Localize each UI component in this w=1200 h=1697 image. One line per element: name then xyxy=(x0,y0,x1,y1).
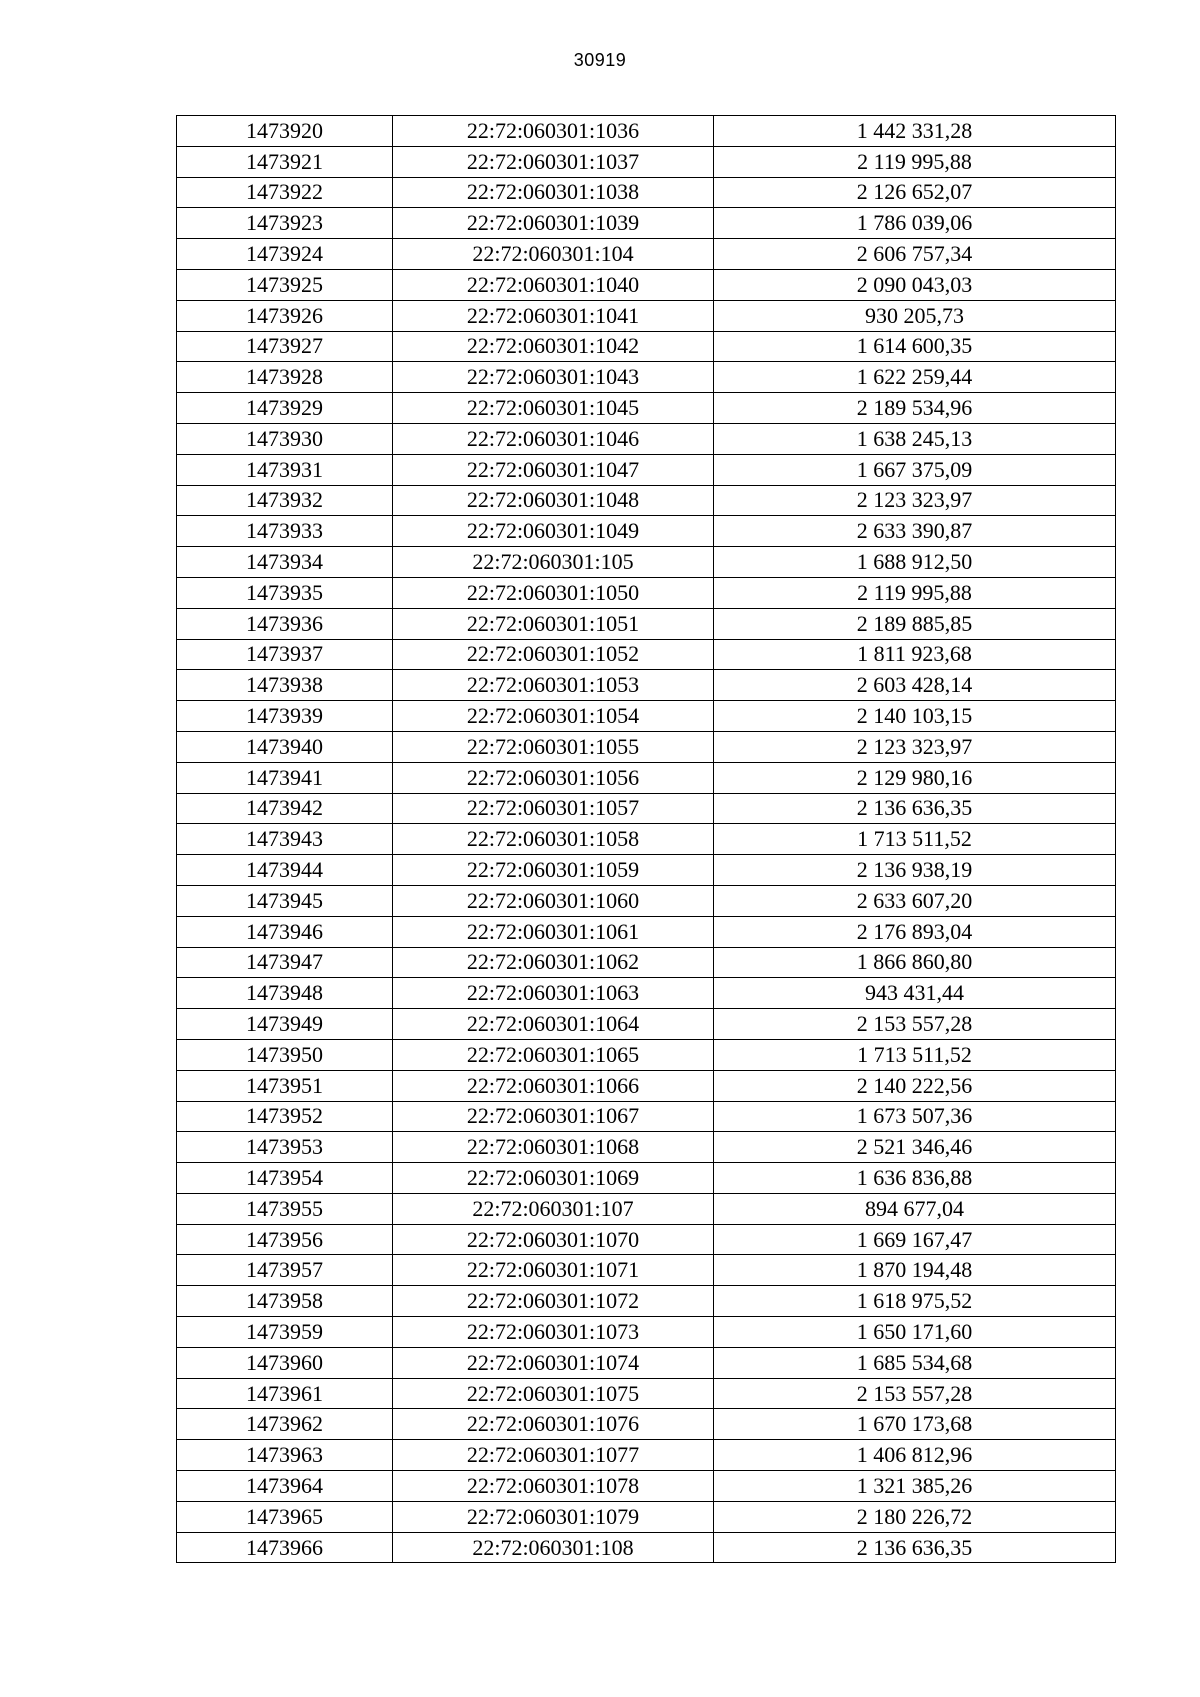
cadastral-number-cell: 22:72:060301:1072 xyxy=(393,1286,714,1317)
row-number-cell: 1473953 xyxy=(177,1132,393,1163)
row-number-cell: 1473948 xyxy=(177,978,393,1009)
cadastral-value-cell: 2 090 043,03 xyxy=(714,269,1116,300)
row-number-cell: 1473966 xyxy=(177,1532,393,1563)
row-number-cell: 1473964 xyxy=(177,1471,393,1502)
page-number: 30919 xyxy=(573,50,627,70)
row-number-cell: 1473946 xyxy=(177,916,393,947)
cadastral-value-cell: 1 786 039,06 xyxy=(714,208,1116,239)
cadastral-value-cell: 2 633 390,87 xyxy=(714,516,1116,547)
cadastral-number-cell: 22:72:060301:1056 xyxy=(393,762,714,793)
row-number-cell: 1473943 xyxy=(177,824,393,855)
cadastral-number-cell: 22:72:060301:1053 xyxy=(393,670,714,701)
row-number-cell: 1473949 xyxy=(177,1009,393,1040)
cadastral-value-cell: 1 321 385,26 xyxy=(714,1471,1116,1502)
cadastral-number-cell: 22:72:060301:1059 xyxy=(393,855,714,886)
table-row xyxy=(177,239,1116,270)
row-number-cell: 1473937 xyxy=(177,639,393,670)
row-number-cell: 1473957 xyxy=(177,1255,393,1286)
row-number-cell: 1473924 xyxy=(177,239,393,270)
cadastral-value-cell: 1 442 331,28 xyxy=(714,116,1116,147)
cadastral-number-cell: 22:72:060301:1073 xyxy=(393,1317,714,1348)
row-number-cell: 1473938 xyxy=(177,670,393,701)
table-row xyxy=(177,1532,1116,1563)
cadastral-value-cell: 1 406 812,96 xyxy=(714,1440,1116,1471)
cadastral-value-cell: 2 136 636,35 xyxy=(714,1532,1116,1563)
table-row xyxy=(177,762,1116,793)
table-row xyxy=(177,423,1116,454)
row-number-cell: 1473945 xyxy=(177,885,393,916)
table-row xyxy=(177,1471,1116,1502)
table-row xyxy=(177,146,1116,177)
row-number-cell: 1473955 xyxy=(177,1193,393,1224)
cadastral-value-cell: 1 870 194,48 xyxy=(714,1255,1116,1286)
row-number-cell: 1473921 xyxy=(177,146,393,177)
cadastral-value-cell: 2 140 103,15 xyxy=(714,701,1116,732)
table-row xyxy=(177,1101,1116,1132)
cadastral-value-cell: 2 189 534,96 xyxy=(714,393,1116,424)
table-row xyxy=(177,670,1116,701)
cadastral-number-cell: 22:72:060301:1074 xyxy=(393,1347,714,1378)
cadastral-value-cell: 2 136 636,35 xyxy=(714,793,1116,824)
cadastral-number-cell: 22:72:060301:1040 xyxy=(393,269,714,300)
row-number-cell: 1473927 xyxy=(177,331,393,362)
row-number-cell: 1473926 xyxy=(177,300,393,331)
table-row xyxy=(177,362,1116,393)
cadastral-number-cell: 22:72:060301:1050 xyxy=(393,577,714,608)
table-row xyxy=(177,701,1116,732)
cadastral-number-cell: 22:72:060301:105 xyxy=(393,547,714,578)
row-number-cell: 1473941 xyxy=(177,762,393,793)
cadastral-value-cell: 1 811 923,68 xyxy=(714,639,1116,670)
cadastral-value-cell: 1 670 173,68 xyxy=(714,1409,1116,1440)
cadastral-number-cell: 22:72:060301:1039 xyxy=(393,208,714,239)
table-row xyxy=(177,1347,1116,1378)
row-number-cell: 1473963 xyxy=(177,1440,393,1471)
cadastral-value-cell: 1 713 511,52 xyxy=(714,824,1116,855)
table-row xyxy=(177,1224,1116,1255)
cadastral-value-cell: 1 669 167,47 xyxy=(714,1224,1116,1255)
row-number-cell: 1473925 xyxy=(177,269,393,300)
cadastral-value-cell: 1 667 375,09 xyxy=(714,454,1116,485)
table-row xyxy=(177,1286,1116,1317)
cadastral-value-cell: 2 123 323,97 xyxy=(714,485,1116,516)
table-row xyxy=(177,793,1116,824)
cadastral-number-cell: 22:72:060301:1075 xyxy=(393,1378,714,1409)
cadastral-value-cell: 1 650 171,60 xyxy=(714,1317,1116,1348)
row-number-cell: 1473960 xyxy=(177,1347,393,1378)
cadastral-value-cell: 2 136 938,19 xyxy=(714,855,1116,886)
table-row xyxy=(177,1132,1116,1163)
table-row xyxy=(177,269,1116,300)
cadastral-value-cell: 2 606 757,34 xyxy=(714,239,1116,270)
cadastral-value-cell: 894 677,04 xyxy=(714,1193,1116,1224)
cadastral-number-cell: 22:72:060301:1067 xyxy=(393,1101,714,1132)
table-row xyxy=(177,577,1116,608)
table-row xyxy=(177,947,1116,978)
table-row xyxy=(177,516,1116,547)
cadastral-number-cell: 22:72:060301:1047 xyxy=(393,454,714,485)
table-row xyxy=(177,485,1116,516)
row-number-cell: 1473940 xyxy=(177,731,393,762)
table-row xyxy=(177,1039,1116,1070)
table-row xyxy=(177,639,1116,670)
table-row xyxy=(177,454,1116,485)
table-row xyxy=(177,1009,1116,1040)
cadastral-value-cell: 1 622 259,44 xyxy=(714,362,1116,393)
row-number-cell: 1473934 xyxy=(177,547,393,578)
cadastral-value-cell: 2 521 346,46 xyxy=(714,1132,1116,1163)
row-number-cell: 1473952 xyxy=(177,1101,393,1132)
cadastral-number-cell: 22:72:060301:1043 xyxy=(393,362,714,393)
cadastral-number-cell: 22:72:060301:1036 xyxy=(393,116,714,147)
table-row xyxy=(177,177,1116,208)
cadastral-value-cell: 2 123 323,97 xyxy=(714,731,1116,762)
row-number-cell: 1473950 xyxy=(177,1039,393,1070)
table-row xyxy=(177,208,1116,239)
cadastral-value-cell: 2 126 652,07 xyxy=(714,177,1116,208)
cadastral-value-cell: 2 119 995,88 xyxy=(714,146,1116,177)
cadastral-number-cell: 22:72:060301:1041 xyxy=(393,300,714,331)
row-number-cell: 1473954 xyxy=(177,1163,393,1194)
cadastral-number-cell: 22:72:060301:1062 xyxy=(393,947,714,978)
cadastral-number-cell: 22:72:060301:1046 xyxy=(393,423,714,454)
cadastral-value-cell: 2 153 557,28 xyxy=(714,1378,1116,1409)
cadastral-number-cell: 22:72:060301:1069 xyxy=(393,1163,714,1194)
cadastral-number-cell: 22:72:060301:1077 xyxy=(393,1440,714,1471)
row-number-cell: 1473923 xyxy=(177,208,393,239)
table-row xyxy=(177,1255,1116,1286)
cadastral-number-cell: 22:72:060301:1049 xyxy=(393,516,714,547)
row-number-cell: 1473962 xyxy=(177,1409,393,1440)
table-row xyxy=(177,1317,1116,1348)
cadastral-number-cell: 22:72:060301:1066 xyxy=(393,1070,714,1101)
cadastral-number-cell: 22:72:060301:1070 xyxy=(393,1224,714,1255)
table-row xyxy=(177,1378,1116,1409)
table-row xyxy=(177,885,1116,916)
table-row xyxy=(177,855,1116,886)
cadastral-value-cell: 2 603 428,14 xyxy=(714,670,1116,701)
cadastral-number-cell: 22:72:060301:1076 xyxy=(393,1409,714,1440)
cadastral-value-cell: 1 688 912,50 xyxy=(714,547,1116,578)
cadastral-value-cell: 943 431,44 xyxy=(714,978,1116,1009)
row-number-cell: 1473932 xyxy=(177,485,393,516)
table-row xyxy=(177,916,1116,947)
row-number-cell: 1473928 xyxy=(177,362,393,393)
row-number-cell: 1473961 xyxy=(177,1378,393,1409)
cadastral-value-cell: 2 129 980,16 xyxy=(714,762,1116,793)
table-body xyxy=(177,116,1116,1563)
table-row xyxy=(177,331,1116,362)
table-row xyxy=(177,1163,1116,1194)
cadastral-number-cell: 22:72:060301:1071 xyxy=(393,1255,714,1286)
row-number-cell: 1473956 xyxy=(177,1224,393,1255)
table-row xyxy=(177,608,1116,639)
row-number-cell: 1473931 xyxy=(177,454,393,485)
cadastral-value-cell: 2 140 222,56 xyxy=(714,1070,1116,1101)
cadastral-number-cell: 22:72:060301:1051 xyxy=(393,608,714,639)
cadastral-number-cell: 22:72:060301:1054 xyxy=(393,701,714,732)
cadastral-number-cell: 22:72:060301:108 xyxy=(393,1532,714,1563)
table-row xyxy=(177,1193,1116,1224)
cadastral-value-cell: 2 176 893,04 xyxy=(714,916,1116,947)
table-row xyxy=(177,824,1116,855)
cadastral-value-cell: 2 153 557,28 xyxy=(714,1009,1116,1040)
cadastral-value-cell: 1 673 507,36 xyxy=(714,1101,1116,1132)
row-number-cell: 1473939 xyxy=(177,701,393,732)
cadastral-value-cell: 1 614 600,35 xyxy=(714,331,1116,362)
cadastral-number-cell: 22:72:060301:1057 xyxy=(393,793,714,824)
cadastral-number-cell: 22:72:060301:1063 xyxy=(393,978,714,1009)
row-number-cell: 1473922 xyxy=(177,177,393,208)
cadastral-value-cell: 1 866 860,80 xyxy=(714,947,1116,978)
row-number-cell: 1473965 xyxy=(177,1501,393,1532)
cadastral-number-cell: 22:72:060301:1058 xyxy=(393,824,714,855)
cadastral-number-cell: 22:72:060301:104 xyxy=(393,239,714,270)
table-row xyxy=(177,547,1116,578)
cadastral-number-cell: 22:72:060301:1079 xyxy=(393,1501,714,1532)
table-row xyxy=(177,393,1116,424)
row-number-cell: 1473933 xyxy=(177,516,393,547)
cadastral-value-cell: 1 685 534,68 xyxy=(714,1347,1116,1378)
row-number-cell: 1473942 xyxy=(177,793,393,824)
cadastral-number-cell: 22:72:060301:1048 xyxy=(393,485,714,516)
cadastral-number-cell: 22:72:060301:1055 xyxy=(393,731,714,762)
table-row xyxy=(177,1440,1116,1471)
cadastral-value-cell: 1 638 245,13 xyxy=(714,423,1116,454)
cadastral-value-table xyxy=(176,115,1116,1563)
row-number-cell: 1473947 xyxy=(177,947,393,978)
cadastral-number-cell: 22:72:060301:1068 xyxy=(393,1132,714,1163)
cadastral-number-cell: 22:72:060301:1060 xyxy=(393,885,714,916)
cadastral-number-cell: 22:72:060301:1065 xyxy=(393,1039,714,1070)
table-row xyxy=(177,116,1116,147)
cadastral-value-cell: 930 205,73 xyxy=(714,300,1116,331)
table-row xyxy=(177,731,1116,762)
cadastral-number-cell: 22:72:060301:1064 xyxy=(393,1009,714,1040)
cadastral-number-cell: 22:72:060301:1037 xyxy=(393,146,714,177)
table-row xyxy=(177,1409,1116,1440)
row-number-cell: 1473936 xyxy=(177,608,393,639)
table-row xyxy=(177,978,1116,1009)
cadastral-value-cell: 2 119 995,88 xyxy=(714,577,1116,608)
row-number-cell: 1473951 xyxy=(177,1070,393,1101)
cadastral-number-cell: 22:72:060301:1045 xyxy=(393,393,714,424)
cadastral-value-cell: 2 633 607,20 xyxy=(714,885,1116,916)
cadastral-value-cell: 1 618 975,52 xyxy=(714,1286,1116,1317)
cadastral-number-cell: 22:72:060301:1038 xyxy=(393,177,714,208)
row-number-cell: 1473944 xyxy=(177,855,393,886)
table-row xyxy=(177,300,1116,331)
row-number-cell: 1473929 xyxy=(177,393,393,424)
cadastral-number-cell: 22:72:060301:1042 xyxy=(393,331,714,362)
row-number-cell: 1473920 xyxy=(177,116,393,147)
row-number-cell: 1473935 xyxy=(177,577,393,608)
cadastral-value-cell: 2 189 885,85 xyxy=(714,608,1116,639)
cadastral-number-cell: 22:72:060301:1052 xyxy=(393,639,714,670)
cadastral-value-cell: 1 636 836,88 xyxy=(714,1163,1116,1194)
cadastral-number-cell: 22:72:060301:107 xyxy=(393,1193,714,1224)
cadastral-value-cell: 2 180 226,72 xyxy=(714,1501,1116,1532)
row-number-cell: 1473958 xyxy=(177,1286,393,1317)
cadastral-number-cell: 22:72:060301:1061 xyxy=(393,916,714,947)
row-number-cell: 1473930 xyxy=(177,423,393,454)
row-number-cell: 1473959 xyxy=(177,1317,393,1348)
table-row xyxy=(177,1501,1116,1532)
cadastral-number-cell: 22:72:060301:1078 xyxy=(393,1471,714,1502)
cadastral-value-cell: 1 713 511,52 xyxy=(714,1039,1116,1070)
table-row xyxy=(177,1070,1116,1101)
